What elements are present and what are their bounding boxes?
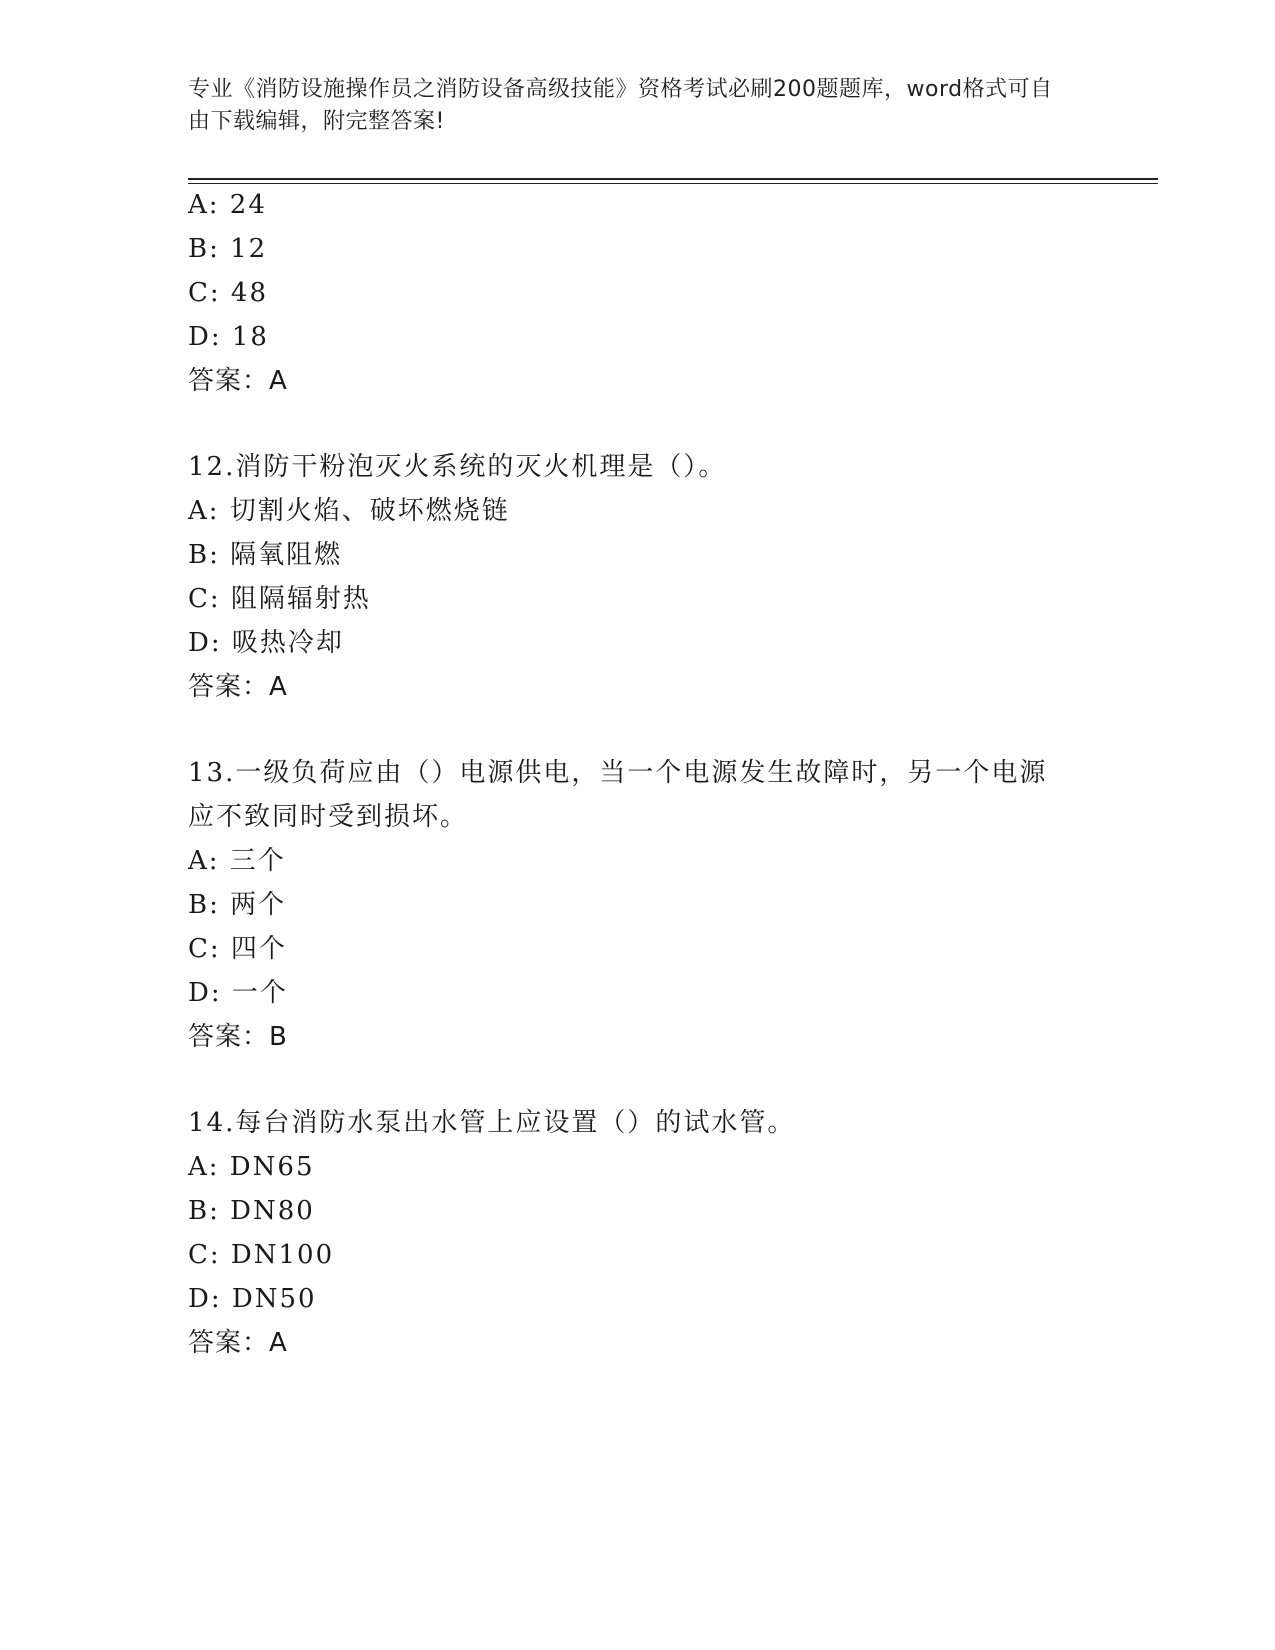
q11-option-b: B: 12 <box>188 234 268 264</box>
q14-option-d: D: DN50 <box>188 1284 317 1314</box>
q13-question-line-2: 应不致同时受到损坏。 <box>188 802 469 832</box>
q13-question-line-1: 13.一级负荷应由（）电源供电，当一个电源发生故障时，另一个电源 <box>188 758 1048 788</box>
q14-option-c: C: DN100 <box>188 1240 335 1270</box>
q12-option-a: A: 切割火焰、破坏燃烧链 <box>188 496 510 526</box>
document-header: 专业《消防设施操作员之消防设备高级技能》资格考试必刷200题题库，word格式可自由下载编辑，附完整答案! <box>188 77 1053 134</box>
q11-answer: 答案：A <box>188 366 288 396</box>
q11-option-a: A: 24 <box>188 190 267 220</box>
q11-option-c: C: 48 <box>188 278 269 308</box>
q13-option-c: C: 四个 <box>188 934 287 964</box>
q13-option-d: D: 一个 <box>188 978 288 1008</box>
q14-option-b: B: DN80 <box>188 1196 315 1226</box>
q12-option-b: B: 隔氧阻燃 <box>188 540 343 570</box>
q14-option-a: A: DN65 <box>188 1152 315 1182</box>
q13-option-b: B: 两个 <box>188 890 287 920</box>
q12-option-c: C: 阻隔辐射热 <box>188 584 371 614</box>
header-divider-thin <box>188 183 1158 184</box>
q13-option-a: A: 三个 <box>188 846 286 876</box>
q12-option-d: D: 吸热冷却 <box>188 628 344 658</box>
q11-option-d: D: 18 <box>188 322 269 352</box>
q12-answer: 答案：A <box>188 672 288 702</box>
q14-answer: 答案：A <box>188 1328 288 1358</box>
q12-question: 12.消防干粉泡灭火系统的灭火机理是（）。 <box>188 452 727 482</box>
header-divider-thick <box>188 178 1158 180</box>
q13-answer: 答案：B <box>188 1022 288 1052</box>
q14-question: 14.每台消防水泵出水管上应设置（）的试水管。 <box>188 1108 796 1138</box>
